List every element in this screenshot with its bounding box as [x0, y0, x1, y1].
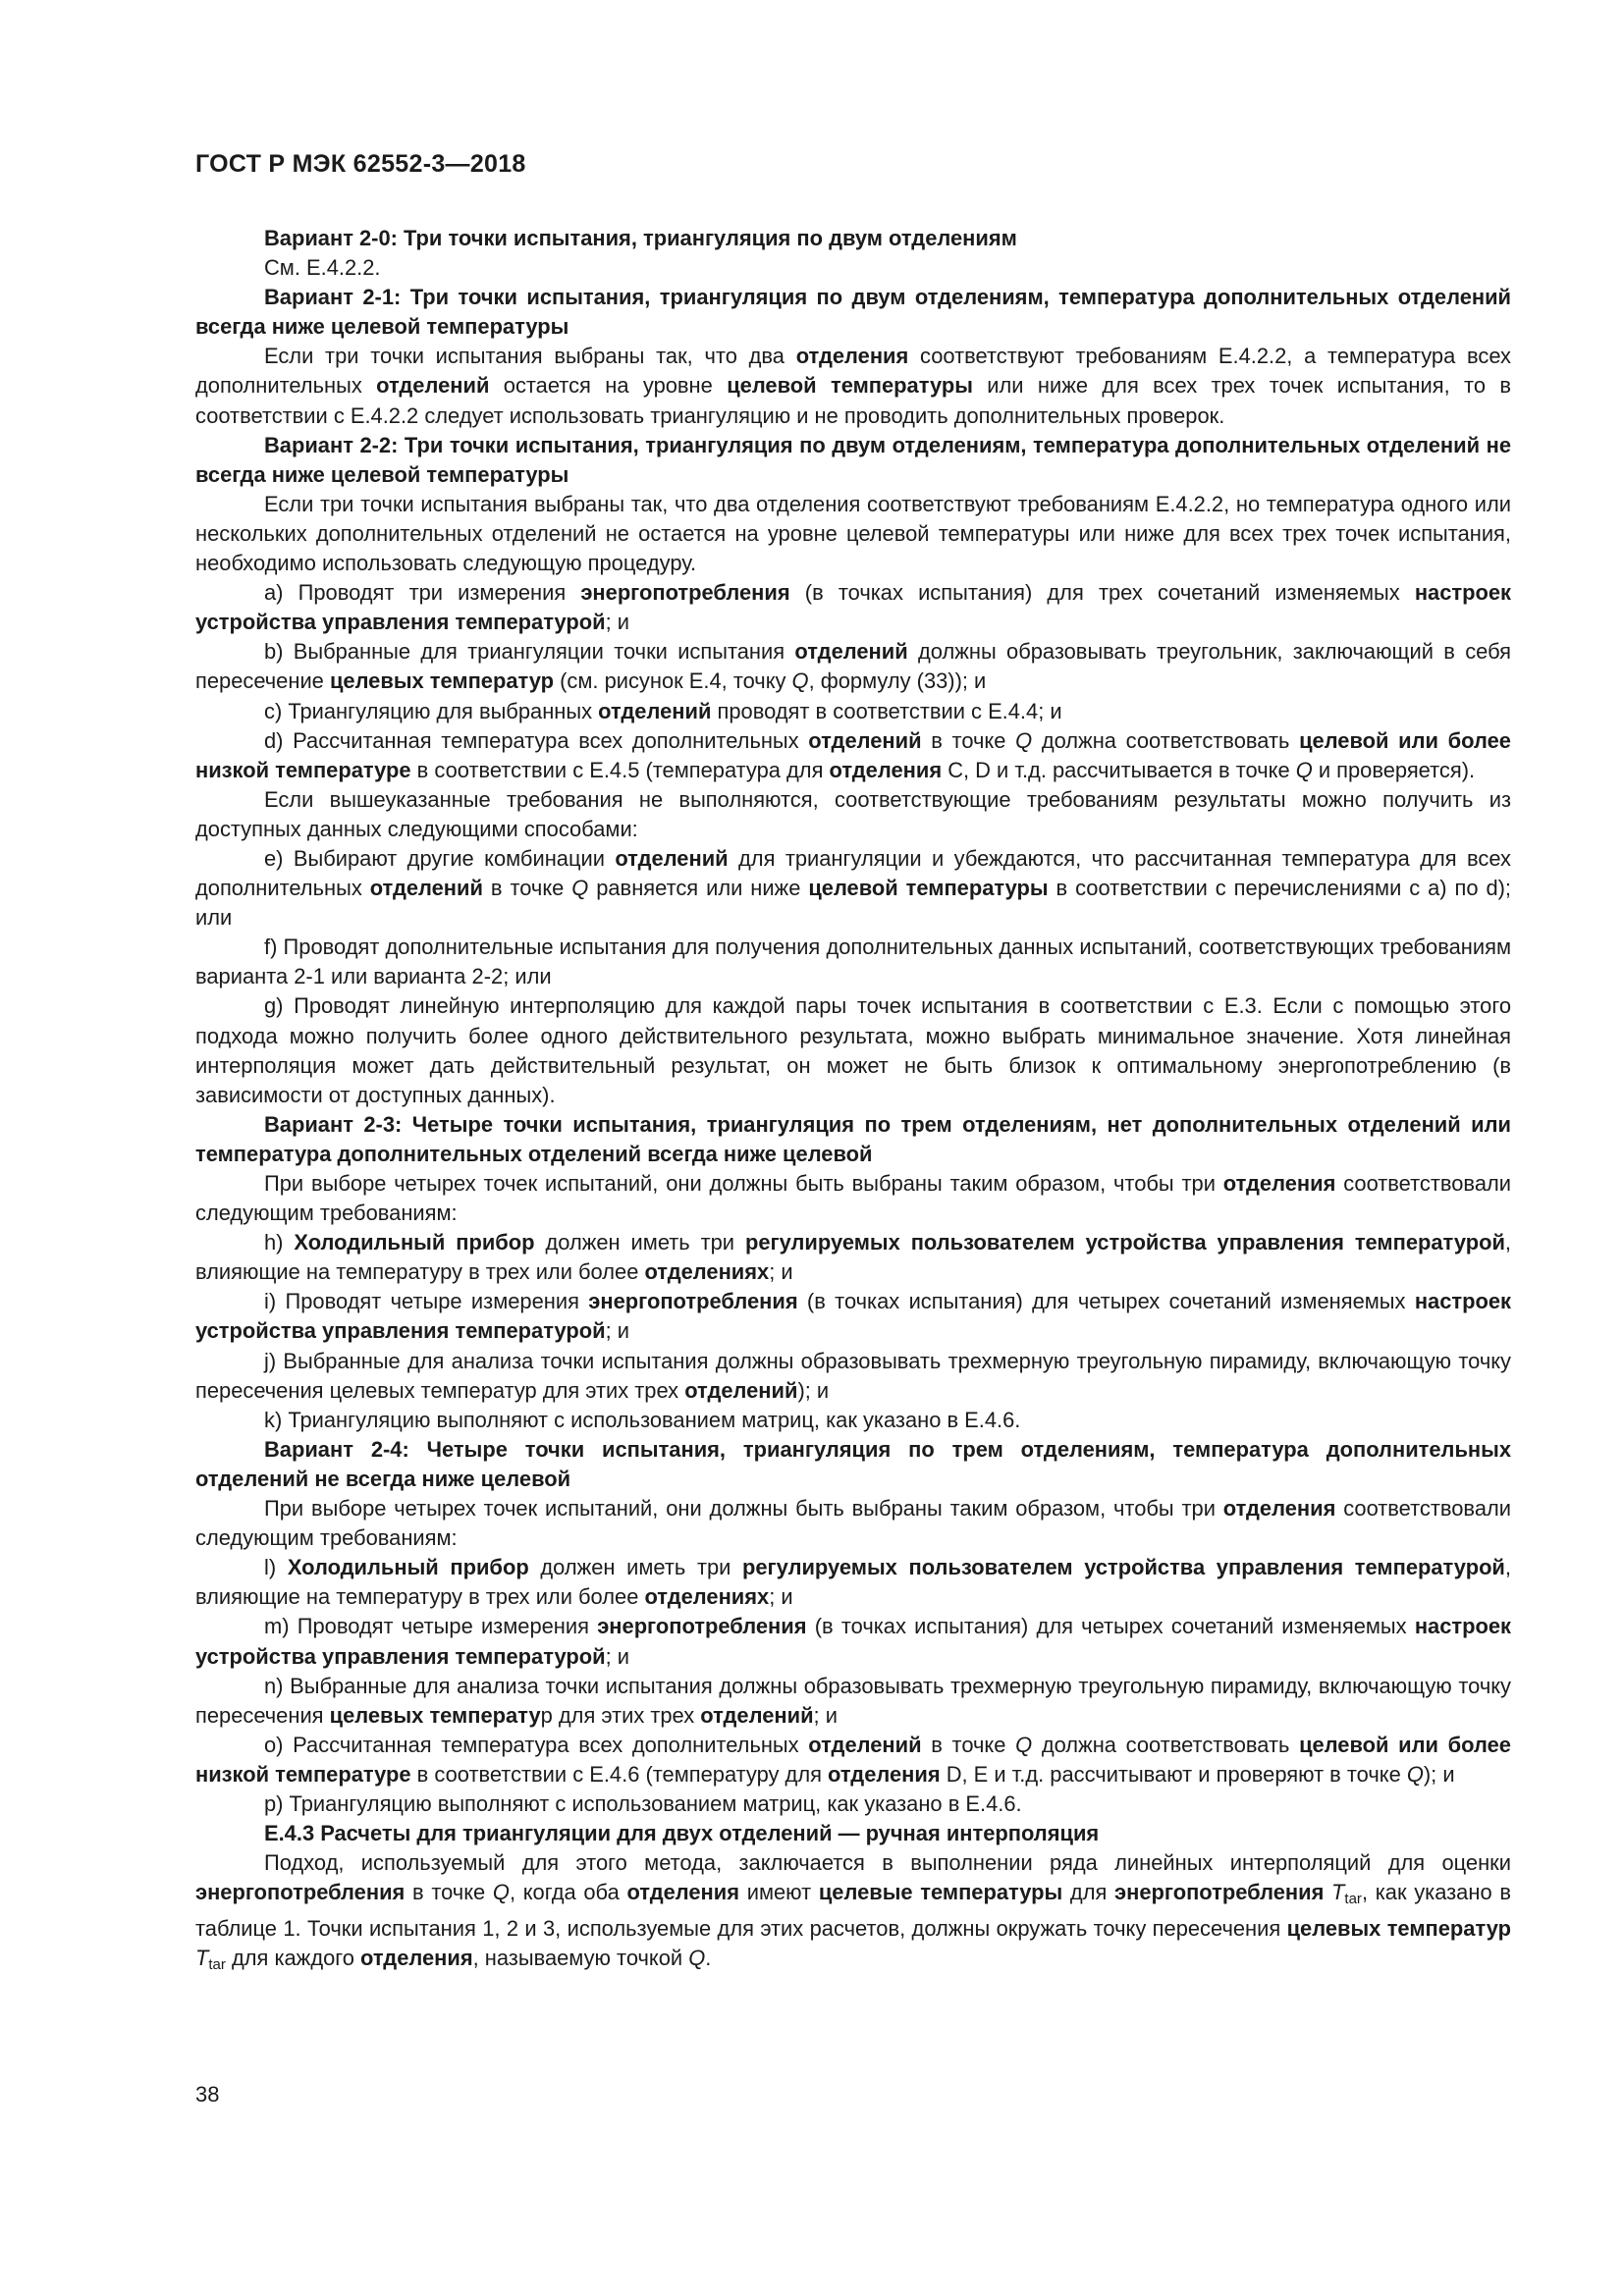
paragraph [195, 991, 1511, 1109]
paragraph [195, 844, 1511, 933]
text-run: должна соответствовать [1032, 727, 1300, 753]
bold-text: отделений [794, 639, 908, 665]
paragraph [195, 342, 1511, 430]
text-run: соответствовали следующим требованиям: [195, 1496, 1511, 1551]
bold-text: отделений [700, 1702, 814, 1728]
text-run: а) Проводят три измерения [264, 580, 581, 606]
text-run: , как указано в таблице 1. Точки испытания 1, 2 и 3, используемые для этих расчетов, должны окружать точку пересечения [195, 1880, 1511, 1942]
text-run: для [1062, 1880, 1115, 1905]
text-run: Если вышеуказанные требования не выполняются, соответствующие требованиям результаты можно получить из доступных данных следующими способами: [195, 786, 1511, 841]
text-run: . [705, 1946, 712, 1971]
text-run: (см. рисунок Е.4, точку [554, 668, 792, 694]
text-run [1324, 1880, 1331, 1904]
text-run: i) Проводят четыре измерения [264, 1289, 589, 1314]
text-run: d) Рассчитанная температура всех дополнительных [264, 727, 809, 753]
text-run: Если три точки испытания выбраны так, что два [264, 344, 796, 369]
text-run: е) Выбирают другие комбинации [264, 845, 616, 871]
bold-text: отделения [1222, 1496, 1336, 1522]
text-run: соответствовали следующим требованиям: [195, 1171, 1511, 1226]
subscript: tar [208, 1956, 226, 1974]
subscript: tar [1344, 1891, 1362, 1908]
text-run: , называемую точкой [472, 1946, 689, 1971]
bold-text: отделений [598, 698, 712, 723]
bold-text: отделения [795, 344, 909, 369]
text-run: При выборе четырех точек испытаний, они должны быть выбраны таким образом, чтобы три [264, 1171, 1223, 1196]
text-run: для каждого [225, 1946, 361, 1971]
bold-text: Холодильный прибор [287, 1555, 529, 1580]
paragraph [195, 697, 1511, 726]
paragraph [195, 1672, 1511, 1731]
text-run: См. Е.4.2.2. [264, 255, 381, 281]
italic-symbol: Q [492, 1880, 510, 1905]
bold-text: целевой температуры [808, 876, 1049, 901]
italic-symbol: T [1331, 1880, 1345, 1905]
text-run: , влияющие на температуру в трех или более [195, 1555, 1511, 1610]
text-run: в точке [921, 1732, 1016, 1757]
text-run: в точке [482, 876, 572, 901]
italic-symbol: Q [1406, 1761, 1424, 1787]
text-run: ; и [605, 610, 629, 635]
bold-text: Вариант 2-1: Три точки испытания, триангуляция по двум отделениям, температура дополнительных отделений всегда ниже целевой температуры [195, 285, 1511, 340]
bold-text: отделения [829, 757, 943, 782]
bold-text: отделений [684, 1377, 798, 1403]
bold-text: Вариант 2-0: Три точки испытания, триангуляция по двум отделениям [264, 226, 1017, 250]
document-body [195, 224, 1511, 1981]
text-run: ); и [1423, 1761, 1455, 1787]
text-run: или ниже для всех трех точек испытания, то в соответствии с Е.4.2.2 следует использовать триангуляцию и не проводить дополнительных проверок. [195, 373, 1511, 428]
text-run: соответствуют требованиям Е.4.2.2, а температура всех дополнительных [195, 344, 1511, 399]
bold-text: энергопотребления [1114, 1880, 1325, 1905]
italic-symbol: Q [791, 668, 809, 694]
bold-text: целевых температур [1286, 1916, 1511, 1942]
italic-symbol: Q [1295, 757, 1313, 782]
paragraph [195, 933, 1511, 991]
text-run: j) Выбранные для анализа точки испытания должны образовывать трехмерную треугольную пирамиду, включающую точку пересечения целевых температур для этих трех [195, 1348, 1511, 1403]
bold-text: энергопотребления [597, 1614, 807, 1639]
text-run: должен иметь три [534, 1230, 745, 1255]
text-run: ; и [769, 1584, 793, 1610]
text-run: С, D и т.д. рассчитывается в точке [942, 757, 1296, 782]
bold-text: целевые температуры [818, 1880, 1063, 1905]
page-number: 38 [195, 2082, 220, 2107]
bold-text: отделений [369, 876, 483, 901]
paragraph [195, 637, 1511, 696]
text-run: Подход, используемый для этого метода, заключается в выполнении ряда линейных интерполяций для оценки [264, 1850, 1511, 1876]
paragraph [195, 1110, 1511, 1169]
bold-text: целевых температур [329, 668, 555, 694]
bold-text: целевой или более низкой температуре [195, 1732, 1511, 1787]
text-run: ; и [769, 1259, 793, 1285]
text-run: в соответствии с Е.4.5 (температура для [410, 757, 830, 782]
bold-text: Вариант 2-2: Три точки испытания, триангуляция по двум отделениям, температура дополнительных отделений не всегда ниже целевой температуры [195, 432, 1511, 487]
bold-text: целевых температу [329, 1702, 541, 1728]
text-run: ; и [605, 1643, 629, 1669]
text-run: m) Проводят четыре измерения [264, 1614, 598, 1639]
bold-text: отделения [626, 1880, 740, 1905]
text-run: равняется или ниже [588, 876, 809, 901]
text-run: должна соответствовать [1032, 1732, 1300, 1757]
text-run: k) Триангуляцию выполняют с использованием матриц, как указано в Е.4.6. [264, 1407, 1021, 1432]
bold-text: целевой температуры [727, 373, 973, 399]
text-run: l) [264, 1555, 288, 1580]
text-run: имеют [739, 1880, 819, 1905]
bold-text: регулируемых пользователем устройства управления температурой [744, 1230, 1505, 1255]
text-run: (в точках испытания) для четырех сочетаний изменяемых [806, 1614, 1415, 1639]
paragraph [195, 1819, 1511, 1848]
text-run: ); и [797, 1377, 830, 1403]
text-run: Если три точки испытания выбраны так, что два отделения соответствуют требованиям Е.4.2.2, но температура одного или нескольких дополнительных отделений не остается на уровне целевой температуры или ниже для всех трех точек испытания, необходимо использовать следующую процедуру. [195, 491, 1511, 576]
bold-text: отделения [828, 1761, 941, 1787]
bold-text: отделения [360, 1946, 473, 1971]
text-run: (в точках испытания) для трех сочетаний изменяемых [789, 580, 1415, 606]
document-header: ГОСТ Р МЭК 62552-3—2018 [195, 150, 526, 178]
bold-text: Вариант 2-3: Четыре точки испытания, триангуляция по трем отделениям, нет дополнительных отделений или температура дополнительных отделений всегда ниже целевой [195, 1111, 1511, 1166]
paragraph [195, 578, 1511, 637]
bold-text: целевой или более низкой температуре [195, 727, 1511, 782]
text-run: h) [264, 1230, 295, 1255]
text-run: ; и [605, 1318, 629, 1344]
text-run: g) Проводят линейную интерполяцию для каждой пары точек испытания в соответствии с Е.3. Если с помощью этого подхода можно получить более одного действительного результата, можно выбрать минимальное значение. Хотя линейная интерполяция может дать действительный результат, он может не быть близок к оптимальному энергопотреблению (в зависимости от доступных данных). [195, 993, 1511, 1107]
paragraph [195, 1731, 1511, 1789]
text-run: должен иметь три [528, 1555, 743, 1580]
paragraph [195, 224, 1511, 253]
text-run: (в точках испытания) для четырех сочетаний изменяемых [797, 1289, 1415, 1314]
paragraph [195, 1553, 1511, 1612]
bold-text: отделений [615, 845, 729, 871]
bold-text: Е.4.3 Расчеты для триангуляции для двух отделений — ручная интерполяция [264, 1821, 1100, 1846]
text-run: с) Триангуляцию для выбранных [264, 698, 599, 723]
text-run: в соответствии с перечислениями с а) по d); или [195, 876, 1511, 931]
bold-text: отделениях [644, 1584, 770, 1610]
bold-text: энергопотребления [588, 1289, 798, 1314]
italic-symbol: Q [1015, 1732, 1033, 1757]
paragraph [195, 490, 1511, 578]
text-run: n) Выбранные для анализа точки испытания должны образовывать трехмерную треугольную пирамиду, включающую точку пересечения [195, 1673, 1511, 1728]
paragraph [195, 1494, 1511, 1553]
bold-text: настроек устройства управления температурой [195, 1614, 1511, 1669]
text-run: остается на уровне [489, 373, 728, 399]
bold-text: Холодильный прибор [294, 1230, 535, 1255]
bold-text: энергопотребления [580, 580, 790, 606]
bold-text: регулируемых пользователем устройства управления температурой [742, 1555, 1505, 1580]
paragraph [195, 1347, 1511, 1406]
paragraph [195, 431, 1511, 490]
paragraph [195, 1406, 1511, 1435]
text-run: р) Триангуляцию выполняют с использованием матриц, как указано в Е.4.6. [264, 1790, 1022, 1816]
bold-text: отделений [808, 727, 922, 753]
text-run: , формулу (33)); и [808, 668, 987, 694]
text-run: должны образовывать треугольник, заключающий в себя пересечение [195, 639, 1511, 694]
italic-symbol: Q [1015, 727, 1033, 753]
bold-text: отделения [1222, 1171, 1336, 1196]
paragraph [195, 1435, 1511, 1494]
text-run: в точке [921, 727, 1016, 753]
paragraph [195, 1169, 1511, 1228]
paragraph [195, 1287, 1511, 1346]
paragraph [195, 1612, 1511, 1671]
paragraph [195, 283, 1511, 342]
italic-symbol: Q [571, 876, 589, 901]
text-run: D, Е и т.д. рассчитывают и проверяют в точке [940, 1761, 1407, 1787]
bold-text: настроек устройства управления температурой [195, 580, 1511, 635]
text-run: f) Проводят дополнительные испытания для получения дополнительных данных испытаний, соответствующих требованиям варианта 2-1 или варианта 2-2; или [195, 934, 1511, 989]
text-run: , когда оба [509, 1880, 627, 1905]
paragraph [195, 726, 1511, 785]
paragraph [195, 785, 1511, 844]
bold-text: отделений [376, 373, 490, 399]
italic-symbol: T [195, 1946, 209, 1971]
text-run: в точке [405, 1880, 493, 1905]
bold-text: настроек устройства управления температурой [195, 1289, 1511, 1344]
text-run: b) Выбранные для триангуляции точки испытания [264, 639, 795, 665]
paragraph [195, 253, 1511, 283]
text-run: , влияющие на температуру в трех или более [195, 1230, 1512, 1285]
paragraph [195, 1789, 1511, 1819]
text-run: и проверяется). [1312, 757, 1476, 782]
bold-text: отделений [808, 1732, 922, 1757]
text-run: ; и [813, 1702, 838, 1728]
text-run: р для этих трех [540, 1702, 701, 1728]
paragraph [195, 1848, 1511, 1980]
bold-text: отделениях [644, 1259, 770, 1285]
text-run: проводят в соответствии с Е.4.4; и [711, 698, 1062, 723]
text-run: для триангуляции и убеждаются, что рассчитанная температура для всех дополнительных [195, 845, 1511, 901]
bold-text: энергопотребления [195, 1880, 406, 1905]
italic-symbol: Q [688, 1946, 706, 1971]
paragraph [195, 1228, 1511, 1287]
text-run: в соответствии с Е.4.6 (температуру для [410, 1761, 829, 1787]
text-run: о) Рассчитанная температура всех дополнительных [264, 1732, 809, 1757]
text-run: При выборе четырех точек испытаний, они должны быть выбраны таким образом, чтобы три [264, 1496, 1223, 1522]
bold-text: Вариант 2-4: Четыре точки испытания, триангуляция по трем отделениям, температура дополнительных отделений не всегда ниже целевой [195, 1436, 1511, 1491]
